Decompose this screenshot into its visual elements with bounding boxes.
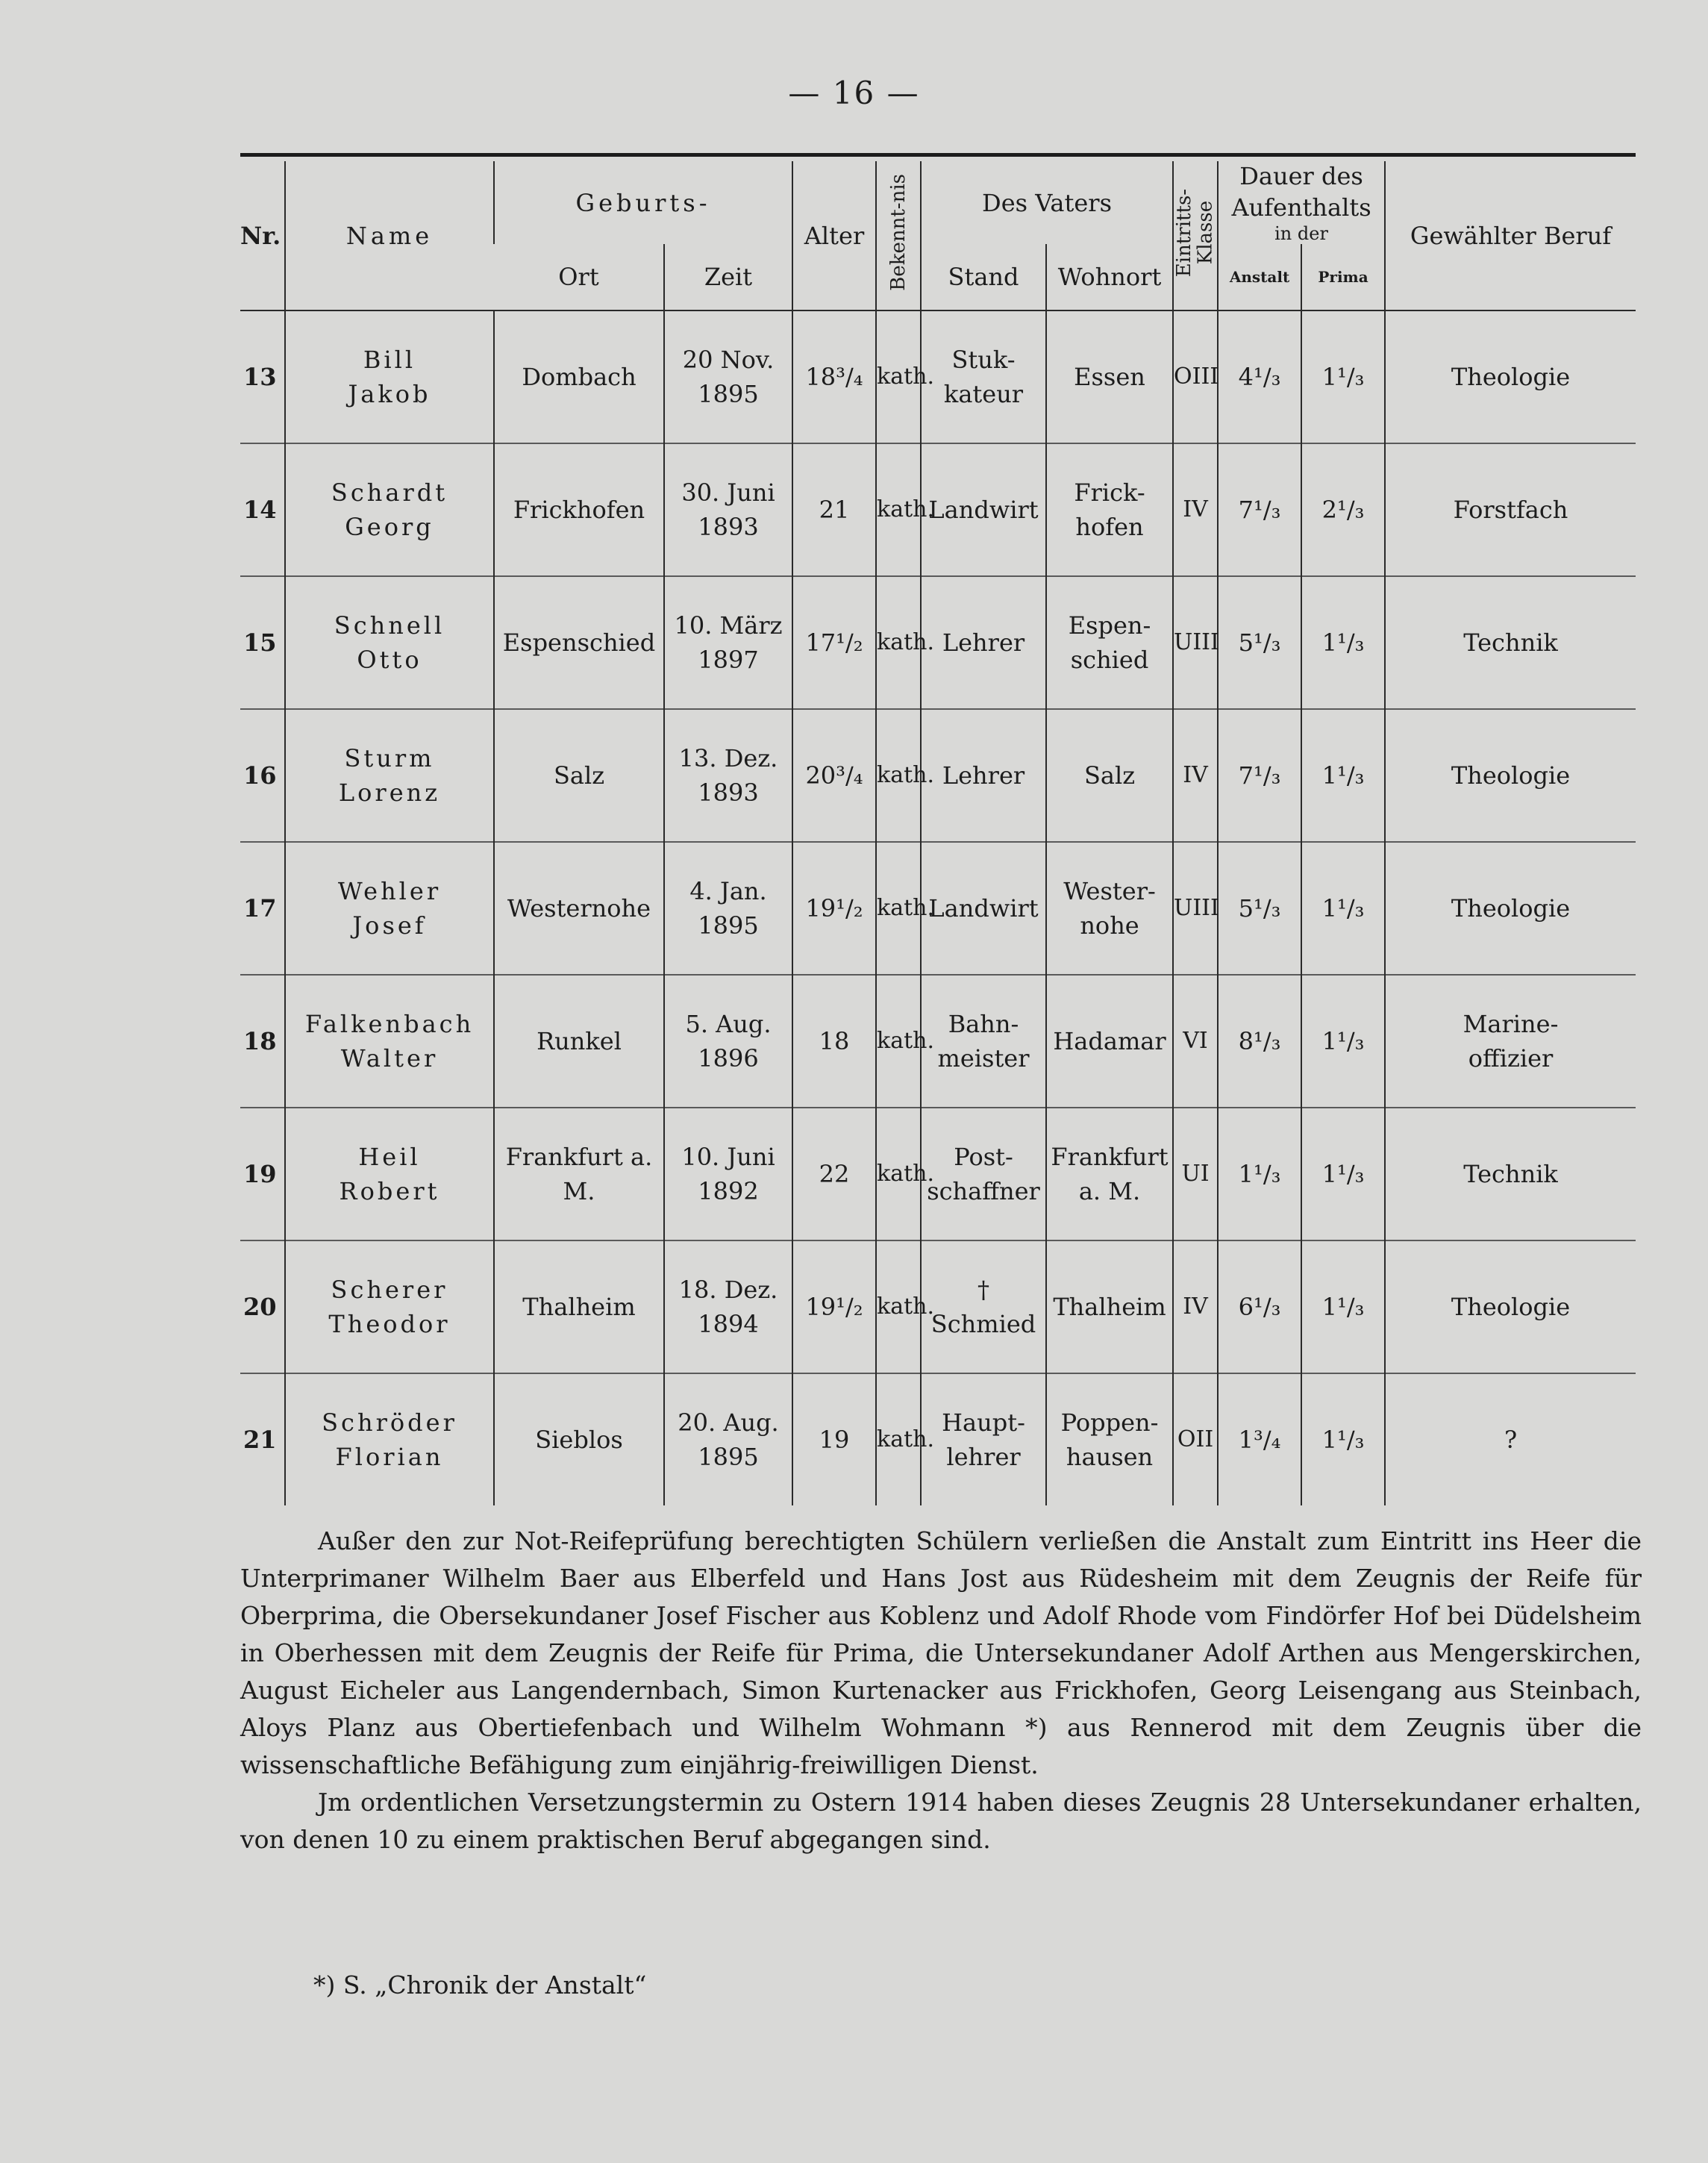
- cell-beruf: [1385, 1108, 1636, 1240]
- cell-alter: [792, 310, 876, 443]
- cell-anstalt: [1218, 1373, 1301, 1505]
- cell-klasse: [1173, 310, 1218, 443]
- cell-name-line: Bill: [363, 345, 416, 374]
- cell-bekenntnis-line: kath.: [877, 1293, 934, 1320]
- cell-name: [285, 709, 494, 842]
- table-row: [240, 310, 1636, 443]
- header-alter: Alter: [792, 161, 876, 310]
- cell-wohnort: [1046, 1373, 1173, 1505]
- cell-wohnort: [1046, 310, 1173, 443]
- cell-beruf: [1385, 709, 1636, 842]
- cell-stand-line: meister: [937, 1044, 1030, 1073]
- cell-name-line: Falkenbach: [304, 1009, 475, 1038]
- cell-prima-line: 1¹/₃: [1321, 628, 1365, 657]
- cell-nr: [240, 576, 285, 709]
- cell-nr: [240, 1240, 285, 1373]
- cell-ort: [494, 1240, 664, 1373]
- cell-klasse: [1173, 576, 1218, 709]
- cell-alter: [792, 576, 876, 709]
- header-anstalt: Anstalt: [1218, 244, 1301, 310]
- cell-alter: [792, 1240, 876, 1373]
- cell-beruf-line: Marine-: [1463, 1009, 1559, 1038]
- cell-wohnort: [1046, 842, 1173, 975]
- cell-beruf-line: Technik: [1463, 628, 1558, 657]
- cell-alter: [792, 1108, 876, 1240]
- cell-zeit-line: 5. Aug.: [685, 1009, 772, 1038]
- cell-beruf: [1385, 1373, 1636, 1505]
- header-geburts: Geburts-: [494, 161, 792, 244]
- cell-klasse-line: IV: [1183, 496, 1208, 523]
- cell-klasse-line: IV: [1183, 1293, 1208, 1320]
- header-bekenntnis: [876, 161, 921, 310]
- cell-nr: [240, 1373, 285, 1505]
- cell-name-line: Wehler: [337, 876, 442, 905]
- cell-zeit: [664, 1240, 792, 1373]
- cell-ort-line: Frankfurt a. M.: [505, 1142, 653, 1206]
- cell-zeit: [664, 310, 792, 443]
- cell-beruf: [1385, 975, 1636, 1108]
- cell-stand-line: schaffner: [927, 1177, 1040, 1206]
- cell-nr-line: 16: [243, 761, 277, 790]
- cell-name-line: Georg: [345, 513, 434, 542]
- cell-prima-line: 2¹/₃: [1321, 495, 1365, 524]
- cell-zeit: [664, 842, 792, 975]
- header-name: Name: [285, 161, 494, 310]
- cell-zeit-line: 1897: [698, 646, 759, 675]
- cell-bekenntnis-line: kath.: [877, 1426, 934, 1453]
- cell-zeit-line: 10. März: [674, 611, 783, 640]
- cell-name: [285, 842, 494, 975]
- cell-prima-line: 1¹/₃: [1321, 1026, 1365, 1055]
- cell-name-line: Lorenz: [338, 778, 441, 808]
- cell-wohnort-line: Espen-: [1068, 611, 1151, 640]
- cell-prima: [1301, 842, 1385, 975]
- cell-anstalt: [1218, 443, 1301, 576]
- cell-zeit: [664, 1108, 792, 1240]
- header-gewaehlter-beruf: Gewählter Beruf: [1385, 161, 1636, 310]
- header-prima: Prima: [1301, 244, 1385, 310]
- header-zeit: Zeit: [664, 244, 792, 310]
- cell-klasse: [1173, 443, 1218, 576]
- cell-klasse-line: OII: [1177, 1426, 1214, 1453]
- cell-stand-line: Bahn-: [948, 1009, 1019, 1038]
- cell-beruf: [1385, 1240, 1636, 1373]
- cell-zeit-line: 20 Nov.: [682, 345, 775, 374]
- cell-beruf-line: Theologie: [1451, 893, 1571, 923]
- table-row: [240, 1373, 1636, 1505]
- cell-zeit-line: 1892: [698, 1177, 759, 1206]
- cell-stand-line: Haupt-: [942, 1408, 1025, 1437]
- cell-stand: [921, 310, 1046, 443]
- cell-stand-line: Lehrer: [942, 761, 1025, 790]
- cell-alter: [792, 709, 876, 842]
- cell-name: [285, 1240, 494, 1373]
- cell-nr: [240, 1108, 285, 1240]
- cell-nr: [240, 842, 285, 975]
- cell-zeit-line: 4. Jan.: [689, 876, 767, 905]
- cell-name-line: Scherer: [331, 1275, 448, 1304]
- cell-beruf-line: Theologie: [1451, 761, 1571, 790]
- cell-anstalt-line: 8¹/₃: [1238, 1026, 1281, 1055]
- cell-alter-line: 18: [819, 1026, 850, 1055]
- prose-section: [240, 1523, 1642, 1858]
- cell-wohnort-line: a. M.: [1078, 1177, 1141, 1206]
- header-dauer-text: Dauer des Aufenthalts: [1231, 162, 1371, 222]
- cell-alter: [792, 842, 876, 975]
- header-in-der: in der: [1274, 223, 1328, 245]
- cell-beruf-line: Theologie: [1451, 362, 1571, 391]
- cell-stand: [921, 1373, 1046, 1505]
- cell-nr-line: 15: [243, 628, 277, 657]
- cell-name-line: Robert: [339, 1177, 440, 1206]
- cell-stand: [921, 709, 1046, 842]
- cell-anstalt: [1218, 1108, 1301, 1240]
- cell-zeit-line: 1893: [698, 513, 759, 542]
- cell-wohnort: [1046, 1240, 1173, 1373]
- cell-stand: [921, 1108, 1046, 1240]
- table-body: [240, 310, 1636, 1505]
- cell-zeit-line: 1895: [698, 380, 759, 409]
- cell-nr-line: 20: [243, 1292, 277, 1321]
- cell-stand: [921, 576, 1046, 709]
- cell-nr-line: 21: [243, 1425, 277, 1454]
- cell-alter: [792, 1373, 876, 1505]
- graduates-table: [240, 161, 1636, 1505]
- table-row: [240, 709, 1636, 842]
- paragraph-1: Außer den zur Not-Reifeprüfung berechtigten Schülern verließen die Anstalt zum Eintritt ins Heer die Unterprimaner Wilhelm Baer aus Elberfeld und Hans Jost aus Rüdesheim mit dem Zeugnis der Reife für Oberprima, die Obersekundaner Josef Fischer aus Koblenz und Adolf Rhode vom Findörfer Hof bei Düdelsheim in Oberhessen mit dem Zeugnis der Reife für Prima, die Untersekundaner Adolf Arthen aus Mengerskirchen, August Eicheler aus Langendernbach, Simon Kurtenacker aus Frickhofen, Georg Leisengang aus Steinbach, Aloys Planz aus Obertiefenbach und Wilhelm Wohmann *) aus Rennerod mit dem Zeugnis über die wissenschaftliche Befähigung zum einjährig-freiwilligen Dienst.: [240, 1526, 1642, 1779]
- cell-klasse-line: OIII: [1174, 363, 1219, 390]
- cell-name-line: Schardt: [331, 478, 448, 507]
- cell-bekenntnis: [876, 576, 934, 709]
- cell-wohnort: [1046, 443, 1173, 576]
- cell-wohnort: [1046, 709, 1173, 842]
- cell-anstalt-line: 5¹/₃: [1238, 628, 1281, 657]
- table-row: [240, 443, 1636, 576]
- cell-wohnort-line: Essen: [1074, 362, 1145, 391]
- cell-klasse: [1173, 1240, 1218, 1373]
- header-bekenntnis-text: Bekennt-nis: [886, 174, 910, 291]
- cell-ort-line: Salz: [553, 761, 605, 790]
- cell-wohnort: [1046, 576, 1173, 709]
- cell-prima: [1301, 709, 1385, 842]
- cell-prima-line: 1¹/₃: [1321, 362, 1365, 391]
- cell-beruf-line: ?: [1504, 1425, 1518, 1454]
- cell-zeit-line: 1896: [698, 1044, 759, 1073]
- cell-nr: [240, 709, 285, 842]
- cell-name-line: Josef: [352, 911, 427, 940]
- cell-name: [285, 576, 494, 709]
- cell-ort-line: Dombach: [522, 362, 636, 391]
- page-number: — 16 —: [788, 75, 920, 111]
- cell-name-line: Sturm: [344, 743, 435, 772]
- cell-bekenntnis: [876, 842, 934, 975]
- cell-ort: [494, 576, 664, 709]
- cell-name-line: Otto: [357, 646, 422, 675]
- footnote: *) S. „Chronik der Anstalt“: [313, 1970, 647, 2000]
- cell-klasse: [1173, 709, 1218, 842]
- cell-prima: [1301, 1373, 1385, 1505]
- cell-stand-line: lehrer: [946, 1443, 1021, 1472]
- cell-beruf-line: Technik: [1463, 1159, 1558, 1188]
- header-ort: Ort: [558, 263, 599, 292]
- cell-bekenntnis: [876, 310, 934, 443]
- cell-anstalt: [1218, 576, 1301, 709]
- cell-klasse: [1173, 975, 1218, 1108]
- cell-ort: [494, 1108, 664, 1240]
- cell-stand: [921, 842, 1046, 975]
- cell-alter-line: 19: [819, 1425, 850, 1454]
- cell-bekenntnis-line: kath.: [877, 762, 934, 789]
- cell-stand-line: Lehrer: [942, 628, 1025, 657]
- cell-zeit-line: 20. Aug.: [678, 1408, 779, 1437]
- cell-name: [285, 1373, 494, 1505]
- cell-zeit: [664, 709, 792, 842]
- cell-prima: [1301, 975, 1385, 1108]
- cell-beruf-line: Theologie: [1451, 1292, 1571, 1321]
- cell-zeit-line: 13. Dez.: [678, 743, 778, 772]
- cell-name-line: Schnell: [334, 611, 445, 640]
- cell-ort-line: Thalheim: [522, 1292, 636, 1321]
- cell-prima: [1301, 443, 1385, 576]
- cell-anstalt: [1218, 1240, 1301, 1373]
- cell-prima: [1301, 1240, 1385, 1373]
- cell-alter-line: 20³/₄: [805, 761, 863, 790]
- cell-prima-line: 1¹/₃: [1321, 893, 1365, 923]
- cell-bekenntnis-line: kath.: [877, 363, 934, 390]
- cell-klasse-line: VI: [1183, 1028, 1208, 1055]
- cell-wohnort-line: Frick-: [1074, 478, 1145, 507]
- cell-alter-line: 19¹/₂: [805, 893, 863, 923]
- cell-klasse: [1173, 842, 1218, 975]
- cell-anstalt-line: 7¹/₃: [1238, 761, 1281, 790]
- cell-ort: [494, 1373, 664, 1505]
- cell-ort: [494, 975, 664, 1108]
- header-des-vaters: Des Vaters: [921, 161, 1173, 244]
- cell-prima: [1301, 576, 1385, 709]
- cell-zeit: [664, 1373, 792, 1505]
- cell-nr: [240, 310, 285, 443]
- table-row: [240, 1108, 1636, 1240]
- cell-beruf-line: Forstfach: [1453, 495, 1568, 524]
- cell-bekenntnis: [876, 709, 934, 842]
- cell-prima: [1301, 310, 1385, 443]
- header-dauer: [1218, 161, 1385, 244]
- cell-name-line: Schröder: [322, 1408, 457, 1437]
- cell-prima-line: 1¹/₃: [1321, 1425, 1365, 1454]
- cell-klasse-line: IV: [1183, 762, 1208, 789]
- cell-anstalt: [1218, 709, 1301, 842]
- cell-zeit-line: 10. Juni: [681, 1142, 775, 1171]
- cell-stand-line: Post-: [954, 1142, 1013, 1171]
- cell-anstalt-line: 1¹/₃: [1238, 1159, 1281, 1188]
- table-row: [240, 842, 1636, 975]
- cell-ort: [494, 709, 664, 842]
- cell-wohnort-line: schied: [1070, 646, 1149, 675]
- cell-ort: [494, 842, 664, 975]
- cell-zeit-line: 1893: [698, 778, 759, 808]
- cell-klasse: [1173, 1108, 1218, 1240]
- cell-anstalt-line: 6¹/₃: [1238, 1292, 1281, 1321]
- cell-nr-line: 17: [243, 893, 277, 923]
- cell-wohnort-line: Poppen-: [1060, 1408, 1159, 1437]
- cell-name-line: Heil: [358, 1142, 421, 1171]
- cell-prima-line: 1¹/₃: [1321, 1292, 1365, 1321]
- cell-alter-line: 17¹/₂: [805, 628, 863, 657]
- cell-beruf: [1385, 576, 1636, 709]
- cell-bekenntnis: [876, 443, 934, 576]
- cell-stand-line: Landwirt: [928, 495, 1039, 524]
- cell-stand-line: kateur: [943, 380, 1024, 409]
- cell-ort-line: Frickhofen: [513, 495, 645, 524]
- cell-name: [285, 1108, 494, 1240]
- cell-name: [285, 443, 494, 576]
- cell-nr: [240, 975, 285, 1108]
- cell-nr-line: 14: [243, 495, 277, 524]
- header-eintritts-klasse: [1173, 161, 1218, 310]
- cell-ort-line: Espenschied: [502, 628, 656, 657]
- cell-bekenntnis: [876, 975, 934, 1108]
- cell-name: [285, 975, 494, 1108]
- cell-ort-line: Runkel: [537, 1026, 622, 1055]
- cell-beruf-line: offizier: [1468, 1044, 1554, 1073]
- cell-stand: [921, 443, 1046, 576]
- cell-anstalt-line: 5¹/₃: [1238, 893, 1281, 923]
- cell-klasse: [1173, 1373, 1218, 1505]
- cell-stand-line: † Schmied: [930, 1275, 1036, 1339]
- cell-prima: [1301, 1108, 1385, 1240]
- cell-wohnort-line: nohe: [1080, 911, 1139, 940]
- header-wohnort: Wohnort: [1046, 244, 1173, 310]
- cell-zeit: [664, 443, 792, 576]
- cell-wohnort: [1046, 1108, 1173, 1240]
- cell-wohnort-line: Thalheim: [1053, 1292, 1166, 1321]
- cell-name: [285, 310, 494, 443]
- header-eintritts-klasse-text: Eintritts-Klasse: [1173, 188, 1218, 277]
- cell-wohnort-line: hausen: [1066, 1443, 1154, 1472]
- cell-nr-line: 19: [243, 1159, 277, 1188]
- cell-beruf: [1385, 310, 1636, 443]
- cell-anstalt-line: 1³/₄: [1238, 1425, 1281, 1454]
- cell-anstalt-line: 4¹/₃: [1238, 362, 1281, 391]
- paragraph-2: Jm ordentlichen Versetzungstermin zu Ostern 1914 haben dieses Zeugnis 28 Untersekundaner erhalten, von denen 10 zu einem praktischen Beruf abgegangen sind.: [240, 1788, 1642, 1854]
- cell-zeit-line: 30. Juni: [681, 478, 775, 507]
- graduates-table-wrapper: [240, 153, 1636, 1505]
- cell-alter-line: 22: [819, 1159, 850, 1188]
- cell-wohnort-line: Frankfurt: [1051, 1142, 1169, 1171]
- cell-anstalt: [1218, 310, 1301, 443]
- cell-name-line: Florian: [335, 1443, 444, 1472]
- cell-nr-line: 18: [243, 1026, 277, 1055]
- cell-anstalt: [1218, 975, 1301, 1108]
- cell-stand-line: Landwirt: [928, 893, 1039, 923]
- cell-ort-line: Sieblos: [535, 1425, 623, 1454]
- cell-bekenntnis-line: kath.: [877, 629, 934, 656]
- cell-zeit-line: 1895: [698, 911, 759, 940]
- cell-bekenntnis: [876, 1373, 934, 1505]
- cell-bekenntnis-line: kath.: [877, 1161, 934, 1187]
- cell-wohnort-line: Hadamar: [1053, 1026, 1166, 1055]
- cell-prima-line: 1¹/₃: [1321, 761, 1365, 790]
- cell-name-line: Jakob: [348, 380, 431, 409]
- cell-zeit-line: 1894: [698, 1310, 759, 1339]
- cell-wohnort: [1046, 975, 1173, 1108]
- cell-stand: [921, 975, 1046, 1108]
- cell-nr-line: 13: [243, 362, 277, 391]
- table-row: [240, 1240, 1636, 1373]
- cell-beruf: [1385, 842, 1636, 975]
- cell-bekenntnis-line: kath.: [877, 1028, 934, 1055]
- cell-bekenntnis: [876, 1108, 934, 1240]
- cell-zeit-line: 1895: [698, 1443, 759, 1472]
- cell-bekenntnis-line: kath.: [877, 895, 934, 922]
- table-top-rule: [240, 153, 1636, 157]
- cell-klasse-line: UIII: [1174, 895, 1219, 922]
- cell-bekenntnis-line: kath.: [877, 496, 934, 523]
- cell-nr: [240, 443, 285, 576]
- cell-zeit-line: 18. Dez.: [678, 1275, 778, 1304]
- table-row: [240, 576, 1636, 709]
- cell-anstalt-line: 7¹/₃: [1238, 495, 1281, 524]
- cell-prima-line: 1¹/₃: [1321, 1159, 1365, 1188]
- cell-alter-line: 21: [819, 495, 850, 524]
- cell-name-line: Theodor: [328, 1310, 451, 1339]
- cell-zeit: [664, 975, 792, 1108]
- cell-alter: [792, 443, 876, 576]
- cell-ort: [494, 310, 664, 443]
- cell-ort-line: Westernohe: [507, 893, 651, 923]
- header-stand: Stand: [921, 244, 1046, 310]
- cell-klasse-line: UIII: [1174, 629, 1219, 656]
- cell-beruf: [1385, 443, 1636, 576]
- cell-alter: [792, 975, 876, 1108]
- cell-anstalt: [1218, 842, 1301, 975]
- cell-bekenntnis: [876, 1240, 934, 1373]
- cell-alter-line: 18³/₄: [805, 362, 863, 391]
- table-row: [240, 975, 1636, 1108]
- cell-stand-line: Stuk-: [951, 345, 1016, 374]
- cell-wohnort-line: Wester-: [1063, 876, 1156, 905]
- cell-ort: [494, 443, 664, 576]
- cell-name-line: Walter: [340, 1044, 439, 1073]
- cell-alter-line: 19¹/₂: [805, 1292, 863, 1321]
- header-nr: Nr.: [240, 221, 281, 250]
- cell-klasse-line: UI: [1181, 1161, 1210, 1187]
- cell-stand: [921, 1240, 1046, 1373]
- cell-wohnort-line: Salz: [1083, 761, 1136, 790]
- cell-zeit: [664, 576, 792, 709]
- cell-wohnort-line: hofen: [1075, 513, 1144, 542]
